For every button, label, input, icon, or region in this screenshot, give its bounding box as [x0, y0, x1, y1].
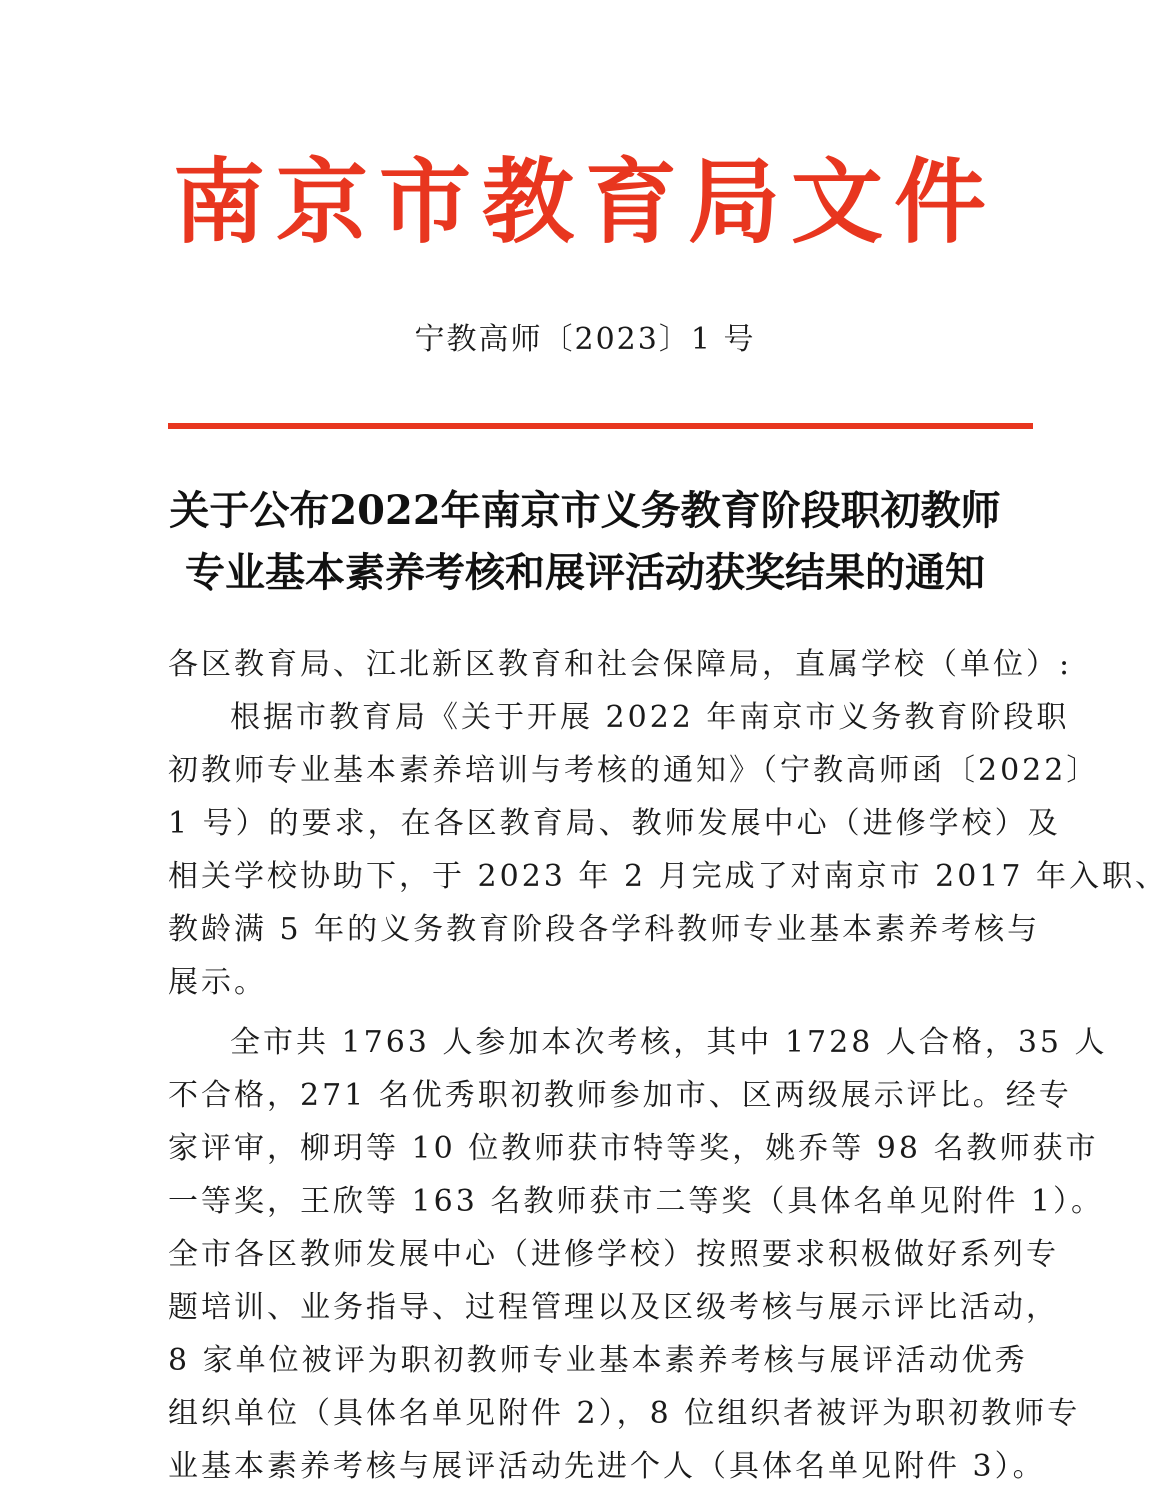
paragraph1-line: 初教师专业基本素养培训与考核的通知》（宁教高师函〔2022〕 [168, 753, 1100, 788]
paragraph1-line: 相关学校协助下，于 2023 年 2 月完成了对南京市 2017 年入职、 [168, 859, 1168, 894]
paragraph2-line: 8 家单位被评为职初教师专业基本素养考核与展评活动优秀 [168, 1343, 1028, 1378]
paragraph2-line: 题培训、业务指导、过程管理以及区级考核与展示评比活动， [168, 1290, 1059, 1325]
issuing-authority-title: 南京市教育局文件 [172, 149, 997, 256]
document-number: 宁教高师〔2023〕1 号 [414, 322, 756, 357]
subject-line-1: 关于公布2022年南京市义务教育阶段职初教师 [169, 487, 1001, 534]
paragraph1-line: 展示。 [168, 965, 267, 1000]
paragraph2-line: 组织单位（具体名单见附件 2），8 位组织者被评为职初教师专 [168, 1396, 1081, 1431]
notice-body [168, 638, 1168, 1493]
salutation: 各区教育局、江北新区教育和社会保障局，直属学校（单位）: [168, 647, 1073, 682]
paragraph-gap [168, 1009, 1008, 1016]
paragraph1-line: 教龄满 5 年的义务教育阶段各学科教师专业基本素养考核与 [168, 912, 1041, 947]
paragraph2-line: 家评审，柳玥等 10 位教师获市特等奖，姚乔等 98 名教师获市 [168, 1131, 1099, 1166]
paragraph2-line: 全市共 1763 人参加本次考核，其中 1728 人合格，35 人 [230, 1025, 1108, 1060]
paragraph1-line: 1 号）的要求，在各区教育局、教师发展中心（进修学校）及 [168, 806, 1061, 841]
notice-subject [150, 480, 1020, 604]
paragraph2-line: 全市各区教师发展中心（进修学校）按照要求积极做好系列专 [168, 1237, 1059, 1272]
paragraph2-line: 一等奖，王欣等 163 名教师获市二等奖（具体名单见附件 1）。 [168, 1184, 1104, 1219]
paragraph2-line: 业基本素养考核与展评活动先进个人（具体名单见附件 3）。 [168, 1449, 1046, 1484]
paragraph1-line: 根据市教育局《关于开展 2022 年南京市义务教育阶段职 [230, 700, 1070, 735]
paragraph2-line: 不合格，271 名优秀职初教师参加市、区两级展示评比。经专 [168, 1078, 1072, 1113]
subject-line-2: 专业基本素养考核和展评活动获奖结果的通知 [185, 549, 985, 596]
red-divider-line [168, 423, 1033, 429]
